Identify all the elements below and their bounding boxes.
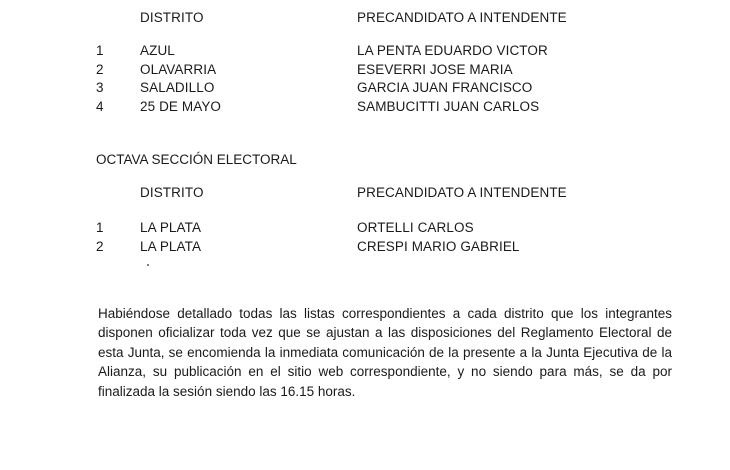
candidate-name: ORTELLI CARLOS [357, 220, 474, 235]
district-name: 25 DE MAYO [140, 99, 222, 114]
candidate-column-header: PRECANDIDATO A INTENDENTE [357, 10, 567, 25]
district-name: LA PLATA [140, 239, 202, 254]
row-number: 2 [96, 239, 104, 254]
candidate-name: CRESPI MARIO GABRIEL [357, 239, 520, 254]
candidate-name: LA PENTA EDUARDO VICTOR [357, 43, 548, 58]
closing-paragraph: Habiéndose detallado todas las listas correspondientes a cada distrito que los integrantes disponen oficializar toda vez que se ajustan a las disposiciones del Reglamento Electoral de esta Junta, se encomienda la inmediata comunicación de la presente a la Junta Ejecutiva de la Alianza, su publicación en el sitio web correspondiente, y no siendo para más, se da por finalizada la sesión siendo las 16.15 horas. [98, 305, 672, 399]
candidate-name: ESEVERRI JOSE MARIA [357, 62, 513, 77]
row-number: 3 [96, 80, 104, 95]
section-title: OCTAVA SECCIÓN ELECTORAL [96, 152, 297, 167]
candidate-name: SAMBUCITTI JUAN CARLOS [357, 99, 540, 114]
district-name: AZUL [140, 43, 175, 58]
row-number: 2 [96, 62, 104, 77]
row-number: 1 [96, 220, 104, 235]
scan-speck [147, 264, 149, 266]
district-name: OLAVARRIA [140, 62, 217, 77]
candidate-column-header: PRECANDIDATO A INTENDENTE [357, 185, 567, 200]
row-number: 1 [96, 43, 104, 58]
district-column-header: DISTRITO [140, 185, 204, 200]
district-name: SALADILLO [140, 80, 215, 95]
candidate-name: GARCIA JUAN FRANCISCO [357, 80, 533, 95]
district-column-header: DISTRITO [140, 10, 204, 25]
row-number: 4 [96, 99, 104, 114]
district-name: LA PLATA [140, 220, 202, 235]
